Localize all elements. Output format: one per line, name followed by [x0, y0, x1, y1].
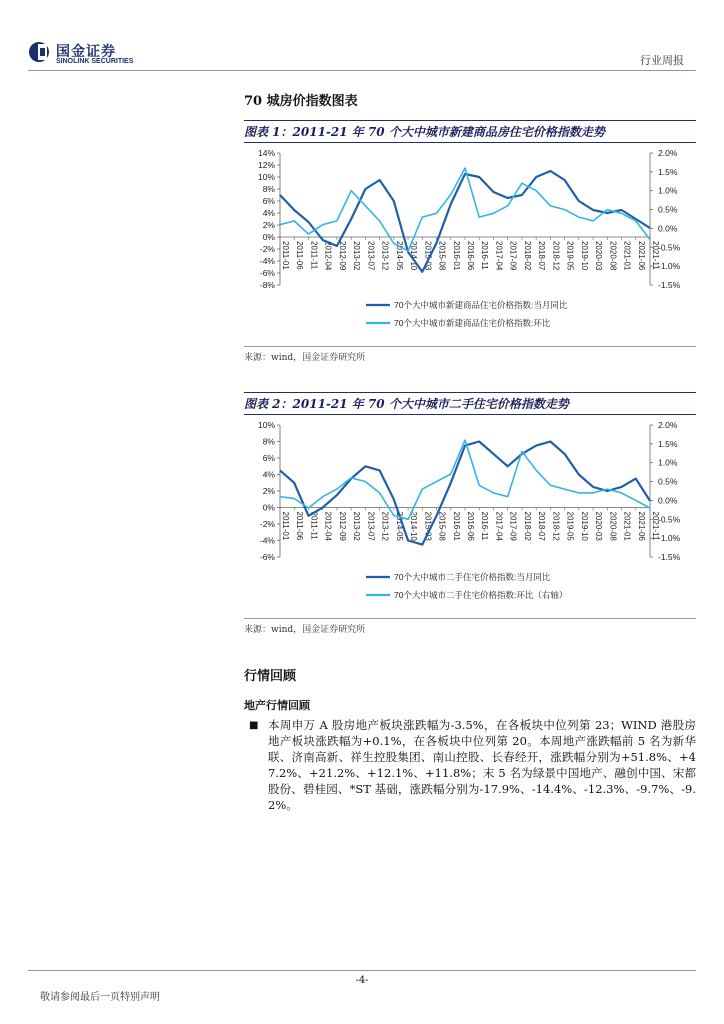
x-tick-label: 2012-04: [323, 241, 333, 271]
logo-icon: [28, 41, 50, 63]
left-tick-label: -4%: [259, 535, 275, 546]
left-tick-label: 10%: [257, 172, 275, 182]
x-tick-label: 2014-05: [394, 511, 404, 541]
right-tick-label: 0.0%: [658, 223, 678, 234]
x-tick-label: 2016-01: [451, 241, 461, 271]
x-tick-label: 2017-04: [494, 241, 504, 271]
x-tick-label: 2021-06: [636, 241, 646, 271]
x-tick-label: 2018-12: [551, 241, 561, 271]
left-tick-label: 10%: [257, 420, 275, 430]
x-tick-label: 2015-08: [437, 241, 447, 271]
x-tick-label: 2020-03: [594, 241, 604, 271]
x-tick-label: 2011-01: [281, 241, 290, 270]
chart1-source: 来源：wind，国金证券研究所: [244, 353, 366, 363]
x-tick-label: 2018-02: [522, 241, 532, 271]
x-tick-label: 2017-04: [494, 511, 504, 541]
right-tick-label: 1.0%: [658, 185, 678, 196]
x-tick-label: 2011-06: [295, 241, 305, 270]
header-rule: [28, 70, 696, 71]
left-tick-label: 2%: [262, 486, 275, 496]
left-tick-label: 4%: [262, 208, 275, 218]
x-tick-label: 2011-01: [281, 511, 290, 541]
right-tick-label: 1.0%: [658, 457, 678, 468]
right-tick-label: 1.5%: [658, 166, 678, 177]
x-tick-label: 2019-10: [579, 241, 589, 271]
left-tick-label: 14%: [257, 148, 275, 158]
x-tick-label: 2011-06: [295, 511, 305, 541]
chart2-title: 图表 2：2011-21 年 70 个大中城市二手住宅价格指数走势: [244, 392, 696, 415]
right-tick-label: 0.5%: [658, 476, 678, 487]
x-tick-label: 2019-05: [565, 241, 575, 271]
left-tick-label: 12%: [257, 160, 275, 170]
left-tick-label: -4%: [259, 256, 275, 266]
x-tick-label: 2012-09: [337, 241, 347, 271]
x-tick-label: 2015-03: [423, 511, 433, 541]
x-tick-label: 2013-02: [352, 511, 362, 541]
left-tick-label: -8%: [259, 280, 275, 290]
left-tick-label: 4%: [262, 469, 275, 480]
legend-label-1: 70个大中城市新建商品住宅价格指数:当月同比: [394, 300, 568, 310]
x-tick-label: 2015-08: [437, 511, 447, 541]
left-tick-label: 6%: [262, 196, 275, 206]
x-tick-label: 2013-07: [366, 511, 376, 541]
x-tick-label: 2020-03: [594, 511, 604, 541]
footer-rule: [28, 970, 696, 971]
right-tick-label: 1.5%: [658, 438, 678, 449]
x-tick-label: 2018-07: [537, 241, 547, 271]
left-tick-label: 8%: [262, 436, 275, 447]
right-tick-label: 2.0%: [658, 420, 678, 430]
x-tick-label: 2016-01: [451, 511, 461, 541]
x-tick-label: 2021-11: [651, 511, 660, 541]
logo-text-cn: 国金证券: [56, 44, 116, 60]
x-tick-label: 2016-06: [466, 511, 475, 541]
x-tick-label: 2019-05: [565, 511, 575, 541]
left-tick-label: 0%: [262, 232, 275, 242]
x-tick-label: 2013-12: [380, 511, 390, 541]
x-tick-label: 2020-08: [608, 241, 618, 271]
left-tick-label: 8%: [262, 184, 275, 194]
right-tick-label: -0.5%: [658, 242, 681, 253]
chart1-source-rule: [244, 346, 696, 347]
market-subtitle: 地产行情回顾: [244, 699, 310, 712]
chart2-source: 来源：wind，国金证券研究所: [244, 625, 366, 635]
x-tick-label: 2012-09: [337, 511, 347, 541]
x-tick-label: 2021-11: [651, 241, 660, 270]
doc-type: 行业周报: [640, 54, 684, 67]
x-tick-label: 2016-11: [480, 241, 490, 270]
legend-label-1: 70个大中城市二手住宅价格指数:当月同比: [394, 572, 551, 582]
chart1-title: 图表 1：2011-21 年 70 个大中城市新建商品房住宅价格指数走势: [244, 120, 696, 143]
left-tick-label: 6%: [262, 453, 275, 463]
left-tick-label: -6%: [259, 268, 275, 278]
x-tick-label: 2018-02: [522, 511, 532, 541]
right-tick-label: 0.0%: [658, 495, 678, 506]
section-title: 70 城房价指数图表: [244, 94, 358, 109]
x-tick-label: 2020-08: [608, 511, 618, 541]
legend-label-2: 70个大中城市新建商品住宅价格指数:环比: [394, 318, 551, 328]
market-paragraph: 本周申万 A 股房地产板块涨跌幅为-3.5%，在各板块中位列第 23；WIND 港股房地产板块涨跌幅为+0.1%，在各板块中位列第 20。本周地产涨跌幅前 5 名为新华联、济南高新、祥生控股集团、南山控股、长春经开，涨跌幅分别为+51.8%、+47.2%、+21.2%、+12.1%、+11.8%；末 5 名为绿景中国地产、融创中国、宋都股份、碧桂园、*ST 基础，涨跌幅分别为-17.9%、-14.4%、-12.3%、-9.7%、-9.2%。: [268, 718, 696, 812]
x-tick-label: 2017-09: [508, 511, 518, 541]
x-tick-label: 2018-12: [551, 511, 561, 541]
x-tick-label: 2012-04: [323, 511, 333, 541]
x-tick-label: 2014-05: [394, 241, 404, 271]
left-tick-label: 2%: [262, 220, 275, 230]
x-tick-label: 2013-07: [366, 241, 376, 271]
x-tick-label: 2013-02: [352, 241, 362, 271]
market-title: 行情回顾: [244, 669, 297, 684]
page-number: -4-: [355, 975, 369, 986]
x-tick-label: 2016-06: [466, 241, 475, 271]
left-tick-label: -2%: [259, 244, 275, 254]
right-tick-label: 0.5%: [658, 204, 678, 215]
chart2-source-rule: [244, 618, 696, 619]
right-tick-label: -0.5%: [658, 514, 681, 525]
x-tick-label: 2013-12: [380, 241, 390, 271]
x-tick-label: 2021-01: [622, 241, 632, 271]
x-tick-label: 2018-07: [537, 511, 547, 541]
x-tick-label: 2011-11: [309, 511, 319, 540]
chart2: [244, 415, 696, 615]
left-tick-label: 0%: [262, 502, 275, 513]
x-tick-label: 2017-09: [508, 241, 518, 271]
footer-note: 敬请参阅最后一页特别声明: [40, 992, 160, 1003]
chart1: [244, 143, 696, 343]
right-tick-label: -1.5%: [658, 280, 681, 290]
left-tick-label: -6%: [259, 552, 275, 562]
x-tick-label: 2016-11: [480, 511, 490, 541]
right-tick-label: 2.0%: [658, 148, 678, 158]
left-tick-label: -2%: [259, 519, 275, 529]
x-tick-label: 2014-10: [409, 511, 419, 541]
right-tick-label: -1.5%: [658, 552, 681, 562]
logo-text-en: SINOLINK SECURITIES: [56, 58, 134, 65]
x-tick-label: 2014-10: [409, 241, 419, 271]
legend-label-2: 70个大中城市二手住宅价格指数:环比（右轴）: [394, 590, 568, 600]
bullet-icon: ■: [249, 720, 259, 731]
x-tick-label: 2011-11: [309, 241, 319, 270]
right-tick-label: -1.0%: [658, 533, 681, 544]
x-tick-label: 2015-03: [423, 241, 433, 271]
x-tick-label: 2019-10: [579, 511, 589, 541]
x-tick-label: 2021-01: [622, 511, 632, 541]
right-tick-label: -1.0%: [658, 261, 681, 272]
x-tick-label: 2021-06: [636, 511, 646, 541]
